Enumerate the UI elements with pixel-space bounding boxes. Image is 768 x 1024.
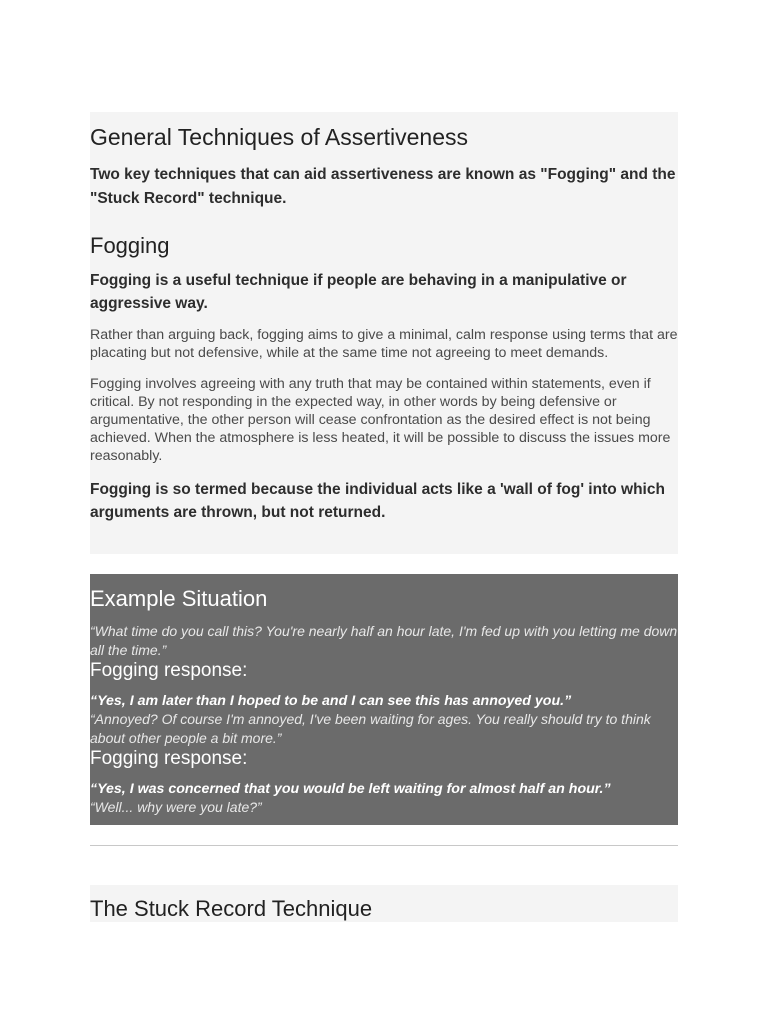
- fogging-response-1: “Yes, I am later than I hoped to be and I can see this has annoyed you.”: [90, 693, 572, 709]
- fogging-lead: Fogging is a useful technique if people are behaving in a manipulative or aggressive way.: [90, 272, 627, 312]
- general-techniques-lead: Two key techniques that can aid assertiveness are known as "Fogging" and the "Stuck Record" technique.: [90, 166, 676, 207]
- fogging-paragraph-2: Fogging involves agreeing with any truth that may be contained within statements, even if critical. By not responding in the expected way, in other words by being defensive or argumentative, the other person will cease confrontation as the desired effect is not being achieved. When the atmosphere is less heated, it will be possible to discuss the issues more reasonably.: [90, 376, 671, 464]
- stuck-record-section: [90, 885, 678, 922]
- example-quote-2: “Annoyed? Of course I'm annoyed, I've been waiting for ages. You really should try to think about other people a bit more.”: [90, 711, 651, 746]
- example-quote-1: “What time do you call this? You're nearly half an hour late, I'm fed up with you letting me down all the time.”: [90, 623, 678, 658]
- fogging-closing: Fogging is so termed because the individual acts like a 'wall of fog' into which arguments are thrown, but not returned.: [90, 481, 665, 521]
- fogging-response-2: “Yes, I was concerned that you would be left waiting for almost half an hour.”: [90, 781, 611, 797]
- general-techniques-section: [90, 112, 678, 554]
- example-situation-heading: Example Situation: [90, 586, 268, 611]
- example-quote-3: “Well... why were you late?”: [90, 799, 262, 815]
- section-divider: [90, 845, 678, 846]
- fogging-response-label-2: Fogging response:: [90, 748, 248, 769]
- example-situation-section: [90, 574, 678, 825]
- stuck-record-heading: The Stuck Record Technique: [90, 896, 373, 921]
- fogging-heading: Fogging: [90, 233, 170, 258]
- fogging-response-label-1: Fogging response:: [90, 660, 248, 681]
- fogging-paragraph-1: Rather than arguing back, fogging aims to give a minimal, calm response using terms that are placating but not defensive, while at the same time not agreeing to meet demands.: [90, 327, 678, 361]
- general-techniques-heading: General Techniques of Assertiveness: [90, 124, 469, 150]
